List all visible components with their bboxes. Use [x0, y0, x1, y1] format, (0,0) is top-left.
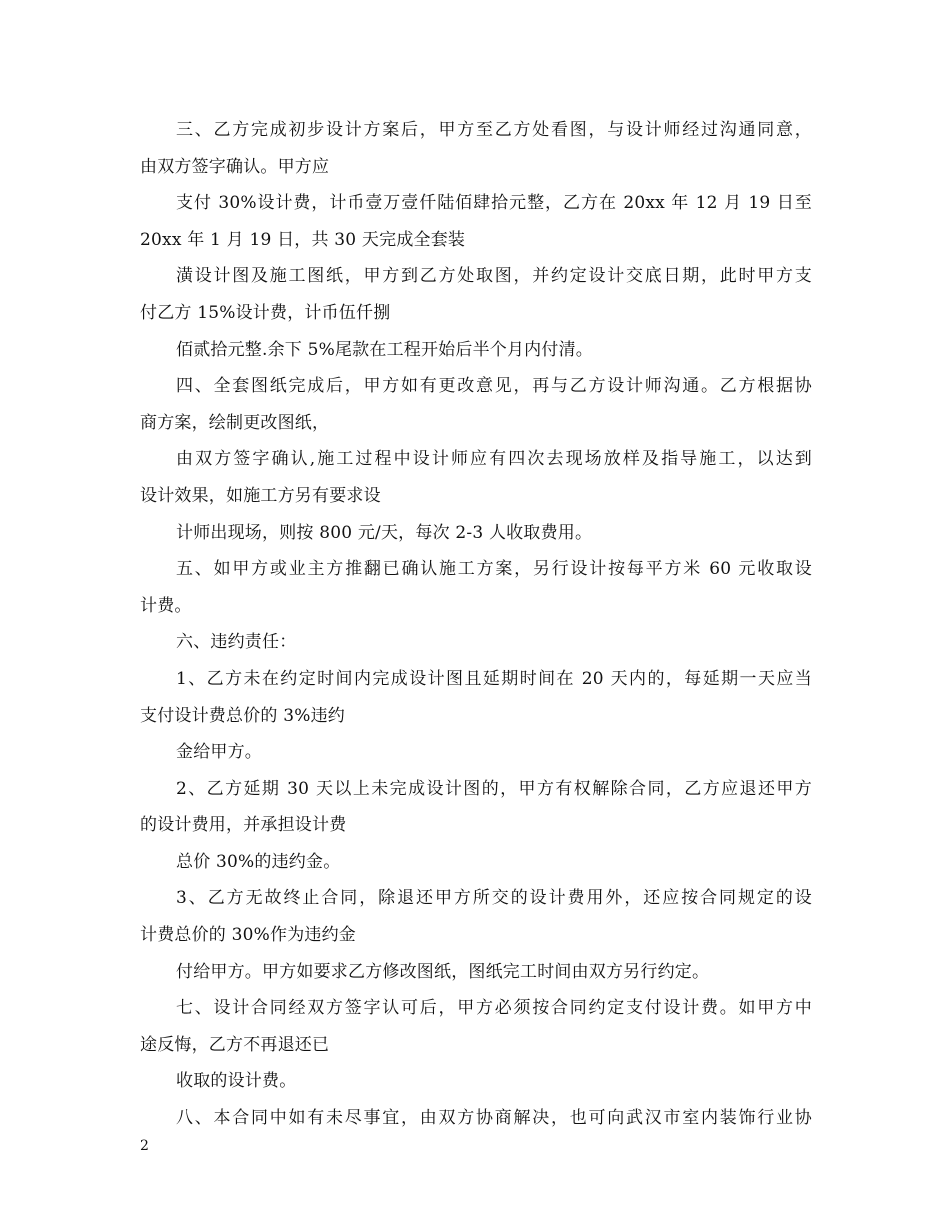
paragraph-line: 佰贰拾元整.余下 5%尾款在工程开始后半个月内付清。 [176, 339, 593, 360]
paragraph-line: 收取的设计费。 [176, 1071, 297, 1092]
paragraph-line: 四、全套图纸完成后，甲方如有更改意见，再与乙方设计师沟通。乙方根据协 [176, 376, 812, 397]
paragraph-line: 计师出现场，则按 800 元/天，每次 2-3 人收取费用。 [176, 522, 593, 543]
paragraph-line: 七、设计合同经双方签字认可后，甲方必须按合同约定支付设计费。如甲方中 [176, 998, 812, 1019]
paragraph-line: 潢设计图及施工图纸，甲方到乙方处取图，并约定设计交底日期，此时甲方支 [176, 266, 812, 287]
paragraph-line: 的设计费用，并承担设计费 [140, 815, 347, 836]
paragraph-line: 1、乙方未在约定时间内完成设计图且延期时间在 20 天内的，每延期一天应当 [176, 668, 812, 689]
paragraph-line: 商方案，绘制更改图纸， [140, 412, 330, 433]
paragraph-line: 三、乙方完成初步设计方案后，甲方至乙方处看图，与设计师经过沟通同意， [176, 120, 812, 140]
document-body [140, 112, 812, 1137]
paragraph-line: 途反悔，乙方不再退还已 [140, 1034, 330, 1055]
paragraph-line: 设计效果，如施工方另有要求设 [140, 485, 381, 506]
paragraph-line: 由双方签字确认。甲方应 [140, 156, 330, 177]
paragraph-line: 总价 30%的违约金。 [176, 851, 341, 872]
paragraph-line: 计费总价的 30%作为违约金 [140, 925, 356, 946]
paragraph-line: 2、乙方延期 30 天以上未完成设计图的，甲方有权解除合同，乙方应退还甲方 [176, 778, 812, 799]
paragraph-line: 付乙方 15%设计费，计币伍仟捌 [140, 302, 391, 323]
paragraph-line: 五、如甲方或业主方推翻已确认施工方案，另行设计按每平方米 60 元收取设 [176, 559, 812, 580]
paragraph-line: 支付设计费总价的 3%违约 [140, 705, 345, 726]
paragraph-line: 付给甲方。甲方如要求乙方修改图纸，图纸完工时间由双方另行约定。 [176, 961, 710, 982]
paragraph-line: 金给甲方。 [176, 742, 262, 763]
section-heading: 六、违约责任： [176, 632, 297, 653]
paragraph-line: 支付 30%设计费，计币壹万壹仟陆佰肆拾元整，乙方在 20xx 年 12 月 19 日至 [176, 193, 812, 214]
paragraph-line: 计费。 [140, 595, 192, 616]
paragraph-line: 由双方签字确认,施工过程中设计师应有四次去现场放样及指导施工，以达到 [176, 449, 812, 470]
paragraph-line: 八、本合同中如有未尽事宜，由双方协商解决，也可向武汉市室内装饰行业协 [176, 1108, 812, 1129]
page-number: 2 [140, 1138, 149, 1154]
paragraph-line: 3、乙方无故终止合同，除退还甲方所交的设计费用外，还应按合同规定的设 [176, 888, 812, 909]
paragraph-line: 20xx 年 1 月 19 日，共 30 天完成全套装 [140, 229, 466, 250]
